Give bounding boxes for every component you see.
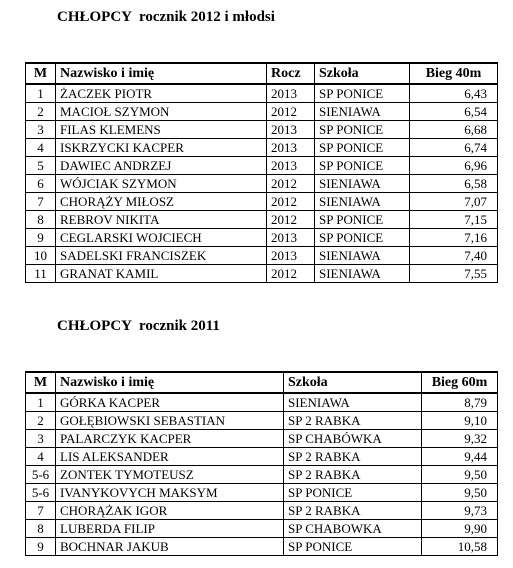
school-cell: SP PONICE [315, 84, 410, 103]
time-cell: 6,68 [410, 121, 498, 139]
time-cell: 6,96 [410, 157, 498, 175]
year-cell: 2013 [267, 139, 315, 157]
year-cell: 2012 [267, 103, 315, 121]
name-cell: ŻACZEK PIOTR [56, 84, 267, 103]
school-cell: SP PONICE [315, 211, 410, 229]
name-cell: BOCHNAR JAKUB [56, 538, 284, 556]
name-cell: LIS ALEKSANDER [56, 448, 284, 466]
results-table-2011 [25, 371, 498, 556]
place-cell: 8 [26, 520, 56, 538]
col-header-school: Szkoła [315, 63, 410, 84]
year-cell: 2013 [267, 229, 315, 247]
table-row [26, 139, 498, 157]
place-cell: 4 [26, 139, 56, 157]
year-cell: 2013 [267, 121, 315, 139]
place-cell: 3 [26, 121, 56, 139]
name-cell: CEGLARSKI WOJCIECH [56, 229, 267, 247]
place-cell: 9 [26, 229, 56, 247]
table-header-row [26, 63, 498, 84]
time-cell: 10,58 [422, 538, 498, 556]
col-header-school: Szkoła [284, 372, 422, 393]
time-cell: 9,90 [422, 520, 498, 538]
year-cell: 2012 [267, 175, 315, 193]
col-header-time: Bieg 60m [422, 372, 498, 393]
school-cell: SIENIAWA [315, 265, 410, 283]
time-cell: 9,44 [422, 448, 498, 466]
time-cell: 9,50 [422, 484, 498, 502]
school-cell: SP 2 RABKA [284, 466, 422, 484]
school-cell: SP 2 RABKA [284, 412, 422, 430]
school-cell: SIENIAWA [315, 247, 410, 265]
place-cell: 6 [26, 175, 56, 193]
year-cell: 2012 [267, 193, 315, 211]
school-cell: SIENIAWA [315, 193, 410, 211]
place-cell: 2 [26, 103, 56, 121]
school-cell: SIENIAWA [315, 103, 410, 121]
place-cell: 5-6 [26, 484, 56, 502]
place-cell: 10 [26, 247, 56, 265]
time-cell: 7,16 [410, 229, 498, 247]
col-header-place: M [26, 63, 56, 84]
place-cell: 3 [26, 430, 56, 448]
school-cell: SP PONICE [315, 121, 410, 139]
place-cell: 2 [26, 412, 56, 430]
col-header-name: Nazwisko i imię [56, 372, 284, 393]
name-cell: PALARCZYK KACPER [56, 430, 284, 448]
school-cell: SP PONICE [315, 139, 410, 157]
school-cell: SP PONICE [315, 229, 410, 247]
time-cell: 7,40 [410, 247, 498, 265]
time-cell: 9,50 [422, 466, 498, 484]
table-row [26, 121, 498, 139]
table-row [26, 448, 498, 466]
name-cell: SADELSKI FRANCISZEK [56, 247, 267, 265]
name-cell: FILAS KLEMENS [56, 121, 267, 139]
table-row [26, 520, 498, 538]
name-cell: GRANAT KAMIL [56, 265, 267, 283]
place-cell: 5-6 [26, 466, 56, 484]
col-header-name: Nazwisko i imię [56, 63, 267, 84]
name-cell: ZONTEK TYMOTEUSZ [56, 466, 284, 484]
school-cell: SP PONICE [315, 157, 410, 175]
time-cell: 9,10 [422, 412, 498, 430]
table-row [26, 193, 498, 211]
results-table-2012 [25, 62, 498, 283]
place-cell: 1 [26, 393, 56, 412]
name-cell: LUBERDA FILIP [56, 520, 284, 538]
time-cell: 9,32 [422, 430, 498, 448]
col-header-place: M [26, 372, 56, 393]
table-row [26, 538, 498, 556]
time-cell: 6,54 [410, 103, 498, 121]
name-cell: IVANYKOVYCH MAKSYM [56, 484, 284, 502]
place-cell: 5 [26, 157, 56, 175]
table-row [26, 393, 498, 412]
school-cell: SP CHABÓWKA [284, 430, 422, 448]
table-header-row [26, 372, 498, 393]
name-cell: CHORĄŻY MIŁOSZ [56, 193, 267, 211]
time-cell: 6,43 [410, 84, 498, 103]
name-cell: GOŁĘBIOWSKI SEBASTIAN [56, 412, 284, 430]
table-row [26, 502, 498, 520]
table-row [26, 211, 498, 229]
table-row [26, 412, 498, 430]
year-cell: 2012 [267, 211, 315, 229]
year-cell: 2013 [267, 157, 315, 175]
name-cell: DAWIEC ANDRZEJ [56, 157, 267, 175]
table-row [26, 175, 498, 193]
place-cell: 4 [26, 448, 56, 466]
table-row [26, 484, 498, 502]
place-cell: 7 [26, 193, 56, 211]
table-row [26, 430, 498, 448]
table-row [26, 229, 498, 247]
table-row [26, 84, 498, 103]
school-cell: SP 2 RABKA [284, 502, 422, 520]
name-cell: WÓJCIAK SZYMON [56, 175, 267, 193]
time-cell: 9,73 [422, 502, 498, 520]
table2-title: CHŁOPCY rocznik 2011 [57, 318, 220, 334]
table-row [26, 157, 498, 175]
year-cell: 2012 [267, 265, 315, 283]
school-cell: SIENIAWA [284, 393, 422, 412]
name-cell: GÓRKA KACPER [56, 393, 284, 412]
school-cell: SP CHABOWKA [284, 520, 422, 538]
col-header-year: Rocz [267, 63, 315, 84]
time-cell: 7,15 [410, 211, 498, 229]
place-cell: 11 [26, 265, 56, 283]
year-cell: 2013 [267, 247, 315, 265]
name-cell: CHORĄŻAK IGOR [56, 502, 284, 520]
table1-title: CHŁOPCY rocznik 2012 i młodsi [57, 9, 275, 25]
name-cell: REBROV NIKITA [56, 211, 267, 229]
place-cell: 8 [26, 211, 56, 229]
time-cell: 6,74 [410, 139, 498, 157]
time-cell: 6,58 [410, 175, 498, 193]
time-cell: 7,07 [410, 193, 498, 211]
place-cell: 1 [26, 84, 56, 103]
col-header-time: Bieg 40m [410, 63, 498, 84]
year-cell: 2013 [267, 84, 315, 103]
name-cell: ISKRZYCKI KACPER [56, 139, 267, 157]
school-cell: SP 2 RABKA [284, 448, 422, 466]
place-cell: 7 [26, 502, 56, 520]
name-cell: MACIOŁ SZYMON [56, 103, 267, 121]
place-cell: 9 [26, 538, 56, 556]
school-cell: SIENIAWA [315, 175, 410, 193]
school-cell: SP PONICE [284, 538, 422, 556]
table-row [26, 466, 498, 484]
table-row [26, 103, 498, 121]
school-cell: SP PONICE [284, 484, 422, 502]
time-cell: 8,79 [422, 393, 498, 412]
time-cell: 7,55 [410, 265, 498, 283]
table-row [26, 265, 498, 283]
table-row [26, 247, 498, 265]
